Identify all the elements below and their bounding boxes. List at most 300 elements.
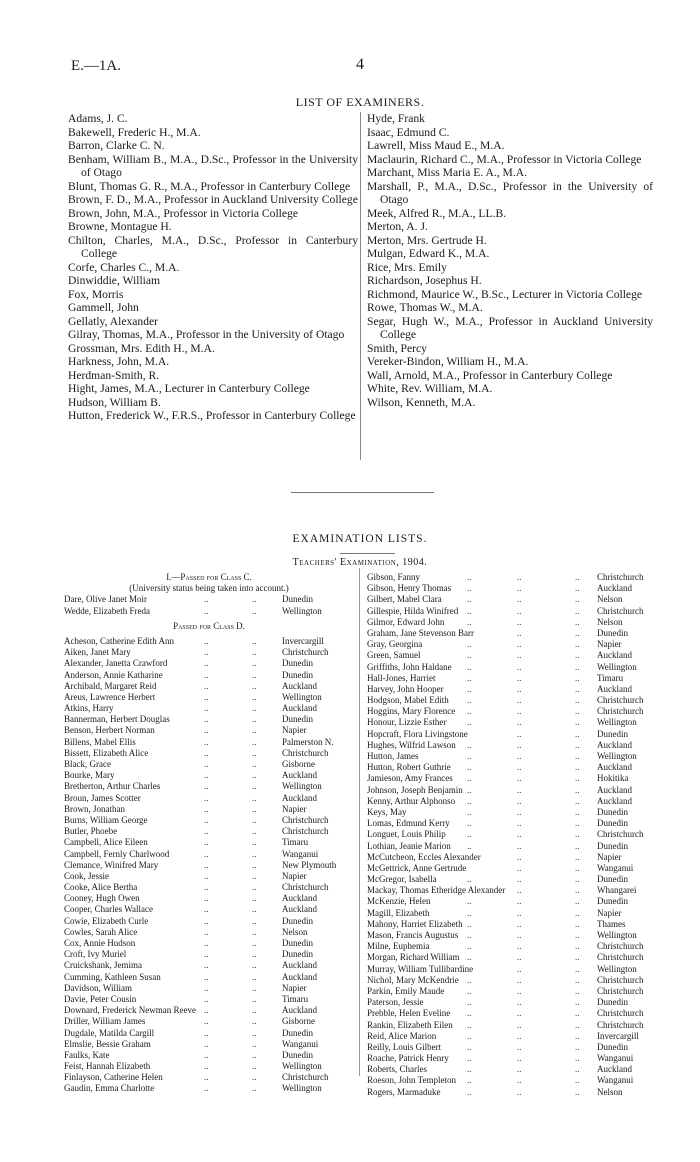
candidate-place: Auckland <box>282 893 317 904</box>
candidate-name: Cruickshank, Jemima <box>64 960 142 971</box>
leader-dots: .. <box>517 1030 522 1041</box>
candidate-name: Faulks, Kate <box>64 1049 110 1060</box>
candidate-row <box>64 983 354 994</box>
leader-dots: .. <box>575 728 580 739</box>
examiner-entry: Dinwiddie, William <box>68 274 161 287</box>
candidate-name: Cooke, Alice Bertha <box>64 882 138 893</box>
candidate-name: Lomas, Edmund Kerry <box>367 818 450 829</box>
candidate-place: Napier <box>282 725 307 736</box>
candidate-place: Auckland <box>282 960 317 971</box>
candidate-row <box>64 849 354 860</box>
leader-dots: .. <box>517 717 522 728</box>
candidate-name: Mahony, Harriet Elizabeth <box>367 918 463 929</box>
leader-dots: .. <box>517 1053 522 1064</box>
candidate-place: Nelson <box>597 594 623 605</box>
candidate-place: Dunedin <box>597 728 628 739</box>
leader-dots: .. <box>467 1008 472 1019</box>
candidate-name: Acheson, Catherine Edith Ann <box>64 635 174 646</box>
candidate-place: Napier <box>597 907 622 918</box>
leader-dots: .. <box>252 1038 257 1049</box>
leader-dots: .. <box>204 781 209 792</box>
leader-dots: .. <box>252 658 257 669</box>
candidate-name: Cooney, Hugh Owen <box>64 893 140 904</box>
candidate-name: Bretherton, Arthur Charles <box>64 781 161 792</box>
candidate-row <box>64 1050 354 1061</box>
candidate-row <box>367 729 657 740</box>
candidate-name: Lothian, Jeanie Marion <box>367 840 451 851</box>
leader-dots: .. <box>467 784 472 795</box>
leader-dots: .. <box>575 907 580 918</box>
candidate-row <box>367 1064 657 1075</box>
candidate-row <box>64 927 354 938</box>
examiner-entry: Isaac, Edmund C. <box>367 125 450 139</box>
examiner-entry: Hutton, Frederick W., F.R.S., Professor in Canterbury College <box>68 409 356 422</box>
candidate-place: Dunedin <box>282 915 313 926</box>
leader-dots: .. <box>467 818 472 829</box>
leader-dots: .. <box>517 1064 522 1075</box>
leader-dots: .. <box>467 650 472 661</box>
candidate-place: Wanganui <box>597 1075 634 1086</box>
leader-dots: .. <box>517 885 522 896</box>
examination-lists-title: EXAMINATION LISTS. <box>292 533 428 545</box>
leader-dots: .. <box>575 1041 580 1052</box>
candidate-place: Wellington <box>282 1061 322 1072</box>
candidate-name: Hutton, Robert Guthrie <box>367 762 451 773</box>
candidate-row <box>367 684 657 695</box>
candidate-place: Wanganui <box>282 848 319 859</box>
candidates-right-column <box>367 572 657 1098</box>
leader-dots: .. <box>575 683 580 694</box>
leader-dots: .. <box>575 952 580 963</box>
candidate-row <box>64 815 354 826</box>
leader-dots: .. <box>252 982 257 993</box>
candidate-name: Gillespie, Hilda Winifred <box>367 605 459 616</box>
candidate-row <box>64 860 354 871</box>
candidate-place: Dunedin <box>597 896 628 907</box>
candidate-place: Christchurch <box>282 1072 329 1083</box>
candidate-place: Timaru <box>282 837 309 848</box>
candidate-row <box>64 636 354 647</box>
examiner-entry: Richardson, Josephus H. <box>367 274 482 287</box>
examiner-entry: Corfe, Charles C., M.A. <box>68 260 180 274</box>
leader-dots: .. <box>575 874 580 885</box>
candidate-place: Christchurch <box>282 814 329 825</box>
candidate-row <box>367 1042 657 1053</box>
candidate-name: Clemance, Winifred Mary <box>64 859 159 870</box>
candidate-name: Brown, Jonathan <box>64 803 125 814</box>
candidate-row <box>367 706 657 717</box>
section-rule <box>291 492 434 493</box>
leader-dots: .. <box>252 1027 257 1038</box>
candidate-name: Gibson, Henry Thomas <box>367 583 452 594</box>
examiner-entry: Benham, William B., M.A., D.Sc., Professor in the University of Otago <box>68 152 358 179</box>
candidate-place: Dunedin <box>282 949 313 960</box>
leader-dots: .. <box>517 829 522 840</box>
leader-dots: .. <box>252 781 257 792</box>
leader-dots: .. <box>204 1016 209 1027</box>
candidate-row <box>64 606 354 617</box>
candidate-row <box>367 941 657 952</box>
leader-dots: .. <box>517 1041 522 1052</box>
candidate-place: Palmerston N. <box>282 736 334 747</box>
candidate-name: McKenzie, Helen <box>367 896 431 907</box>
leader-dots: .. <box>517 840 522 851</box>
leader-dots: .. <box>252 837 257 848</box>
candidate-row <box>367 796 657 807</box>
candidate-row <box>367 773 657 784</box>
candidate-name: Dugdale, Matilda Cargill <box>64 1027 155 1038</box>
examiner-entry: Mulgan, Edward K., M.A. <box>367 247 490 260</box>
leader-dots: .. <box>204 725 209 736</box>
candidate-place: Christchurch <box>597 985 644 996</box>
candidate-place: Wellington <box>282 781 322 792</box>
candidate-place: Auckland <box>282 770 317 781</box>
examiner-entry: Bakewell, Frederic H., M.A. <box>68 125 201 139</box>
candidate-name: Nichol, Mary McKendrie <box>367 974 459 985</box>
leader-dots: .. <box>575 572 580 582</box>
leader-dots: .. <box>517 751 522 761</box>
candidate-row <box>64 960 354 971</box>
candidate-place: Auckland <box>282 1005 317 1016</box>
leader-dots: .. <box>204 714 209 725</box>
candidate-name: Black, Grace <box>64 759 111 769</box>
candidate-row <box>64 1072 354 1083</box>
candidate-name: Hall-Jones, Harriet <box>367 672 436 683</box>
leader-dots: .. <box>575 773 580 784</box>
leader-dots: .. <box>467 896 472 907</box>
leader-dots: .. <box>467 985 472 996</box>
candidate-name: Hoggins, Mary Florence <box>367 706 456 717</box>
candidate-place: Christchurch <box>597 952 644 963</box>
leader-dots: .. <box>252 949 257 960</box>
leader-dots: .. <box>467 672 472 683</box>
candidate-place: Auckland <box>597 784 632 795</box>
candidate-row <box>367 717 657 728</box>
leader-dots: .. <box>575 650 580 661</box>
candidate-place: Christchurch <box>597 941 644 952</box>
leader-dots: .. <box>467 695 472 706</box>
candidate-name: Cox, Annie Hudson <box>64 938 136 948</box>
leader-dots: .. <box>204 1083 209 1094</box>
candidate-name: Mason, Francis Augustus <box>367 930 459 940</box>
leader-dots: .. <box>252 870 257 881</box>
leader-dots: .. <box>252 960 257 971</box>
leader-dots: .. <box>204 949 209 960</box>
candidate-place: Invercargill <box>597 1030 639 1041</box>
candidate-name: Rogers, Marmaduke <box>367 1086 441 1097</box>
leader-dots: .. <box>467 795 472 806</box>
candidate-place: Invercargill <box>282 635 324 646</box>
candidate-place: Dunedin <box>597 1041 628 1052</box>
candidate-row <box>367 997 657 1008</box>
candidate-row <box>367 572 657 583</box>
candidate-name: Burns, William George <box>64 814 148 825</box>
candidate-row <box>367 1020 657 1031</box>
leader-dots: .. <box>467 1019 472 1030</box>
leader-dots: .. <box>517 672 522 683</box>
candidate-row <box>64 725 354 736</box>
candidate-name: Cooper, Charles Wallace <box>64 904 153 915</box>
candidate-row <box>64 904 354 915</box>
leader-dots: .. <box>252 859 257 870</box>
candidate-place: Nelson <box>597 1086 623 1097</box>
leader-dots: .. <box>575 695 580 706</box>
candidate-place: Dunedin <box>597 806 628 817</box>
leader-dots: .. <box>204 826 209 837</box>
leader-dots: .. <box>575 1053 580 1064</box>
leader-dots: .. <box>204 893 209 904</box>
leader-dots: .. <box>517 974 522 985</box>
leader-dots: .. <box>467 616 472 627</box>
leader-dots: .. <box>252 1049 257 1060</box>
leader-dots: .. <box>204 1072 209 1083</box>
leader-dots: .. <box>204 915 209 926</box>
candidate-place: Nelson <box>282 926 308 937</box>
candidate-row <box>367 829 657 840</box>
leader-dots: .. <box>467 639 472 650</box>
leader-dots: .. <box>204 859 209 870</box>
candidate-row <box>64 826 354 837</box>
leader-dots: .. <box>575 795 580 806</box>
leader-dots: .. <box>575 806 580 817</box>
candidate-place: Wanganui <box>282 1038 319 1049</box>
leader-dots: .. <box>204 647 209 658</box>
candidate-name: Cook, Jessie <box>64 870 109 881</box>
candidate-place: Christchurch <box>282 826 329 837</box>
examiner-entry: Marshall, P., M.A., D.Sc., Professor in the University of Otago <box>367 179 653 206</box>
candidate-row <box>367 986 657 997</box>
candidate-name: Prebble, Helen Eveline <box>367 1008 451 1019</box>
leader-dots: .. <box>204 870 209 881</box>
candidate-place: Wellington <box>597 930 637 940</box>
candidate-name: Campbell, Fernly Charlwood <box>64 848 170 859</box>
leader-dots: .. <box>575 885 580 896</box>
leader-dots: .. <box>517 583 522 594</box>
candidate-row <box>64 893 354 904</box>
leader-dots: .. <box>467 1086 472 1097</box>
leader-dots: .. <box>575 661 580 672</box>
leader-dots: .. <box>467 1053 472 1064</box>
leader-dots: .. <box>204 848 209 859</box>
candidate-place: Napier <box>282 982 307 993</box>
leader-dots: .. <box>204 971 209 982</box>
examiner-entry: Fox, Morris <box>68 287 124 301</box>
candidate-place: Wanganui <box>597 1053 634 1064</box>
leader-dots: .. <box>467 952 472 963</box>
examiner-entry: Hudson, William B. <box>68 395 161 409</box>
leader-dots: .. <box>204 680 209 691</box>
candidate-row <box>367 908 657 919</box>
candidate-name: Croft, Ivy Muriel <box>64 949 127 960</box>
leader-dots: .. <box>204 803 209 814</box>
leader-dots: .. <box>204 605 209 616</box>
candidate-row <box>367 673 657 684</box>
candidate-place: Auckland <box>597 650 632 661</box>
examiner-entry: Vereker-Bindon, William H., M.A. <box>367 355 529 368</box>
candidate-place: Christchurch <box>597 706 644 717</box>
candidate-row <box>64 916 354 927</box>
leader-dots: .. <box>467 907 472 918</box>
candidate-place: Auckland <box>282 904 317 915</box>
candidate-place: Dunedin <box>282 1027 313 1038</box>
leader-dots: .. <box>467 762 472 773</box>
leader-dots: .. <box>517 594 522 605</box>
leader-dots: .. <box>575 1075 580 1086</box>
leader-dots: .. <box>575 997 580 1008</box>
leader-dots: .. <box>517 896 522 907</box>
candidate-name: Hutton, James <box>367 751 419 761</box>
candidate-row <box>64 1083 354 1094</box>
leader-dots: .. <box>252 736 257 747</box>
leader-dots: .. <box>575 627 580 638</box>
candidate-name: Longuet, Louis Philip <box>367 829 446 840</box>
leader-dots: .. <box>467 840 472 851</box>
leader-dots: .. <box>517 706 522 717</box>
leader-dots: .. <box>575 616 580 627</box>
candidate-row <box>367 975 657 986</box>
candidate-row <box>64 1039 354 1050</box>
leader-dots: .. <box>252 703 257 714</box>
leader-dots: .. <box>575 583 580 594</box>
leader-dots: .. <box>517 661 522 672</box>
candidate-place: Auckland <box>282 971 317 982</box>
candidate-place: Hokitika <box>597 773 629 784</box>
candidate-row <box>64 759 354 770</box>
candidate-name: Feist, Hannah Elizabeth <box>64 1061 151 1072</box>
examiner-entry: Smith, Percy <box>367 341 427 355</box>
examiner-entry: Meek, Alfred R., M.A., LL.B. <box>367 206 507 220</box>
leader-dots: .. <box>252 882 257 893</box>
examiner-entry: Gammell, John <box>68 301 139 314</box>
candidate-name: McCutcheon, Eccles Alexander <box>367 851 481 862</box>
candidate-name: Murray, William Tullibardine <box>367 963 474 974</box>
candidate-name: Graham, Jane Stevenson Barr <box>367 627 474 638</box>
candidate-place: Timaru <box>597 672 624 683</box>
candidate-place: Napier <box>597 639 622 650</box>
examiner-entry: Chilton, Charles, M.A., D.Sc., Professor in Canterbury College <box>68 233 358 260</box>
candidate-row <box>64 994 354 1005</box>
candidate-place: Napier <box>597 851 622 862</box>
leader-dots: .. <box>575 1008 580 1019</box>
examination-lists-rule <box>340 553 395 554</box>
candidate-name: Broun, James Scotter <box>64 792 141 803</box>
candidate-name: Finlayson, Catherine Helen <box>64 1072 163 1083</box>
candidate-row <box>64 1061 354 1072</box>
leader-dots: .. <box>467 773 472 784</box>
candidate-place: Christchurch <box>282 882 329 893</box>
leader-dots: .. <box>252 647 257 658</box>
leader-dots: .. <box>252 814 257 825</box>
leader-dots: .. <box>252 747 257 758</box>
page-code: E.—1A. <box>71 58 121 74</box>
candidate-name: Johnson, Joseph Benjamin <box>367 784 463 795</box>
leader-dots: .. <box>517 997 522 1008</box>
leader-dots: .. <box>575 818 580 829</box>
leader-dots: .. <box>575 751 580 761</box>
candidate-name: Wedde, Elizabeth Freda <box>64 605 150 616</box>
candidate-name: McGregor, Isabella <box>367 874 437 885</box>
leader-dots: .. <box>467 997 472 1008</box>
leader-dots: .. <box>204 1061 209 1072</box>
leader-dots: .. <box>252 714 257 725</box>
candidate-name: Cumming, Kathleen Susan <box>64 971 161 982</box>
leader-dots: .. <box>204 1038 209 1049</box>
candidate-name: Atkins, Harry <box>64 703 114 714</box>
leader-dots: .. <box>467 739 472 750</box>
leader-dots: .. <box>575 739 580 750</box>
examiner-entry: Gellatly, Alexander <box>68 314 159 328</box>
leader-dots: .. <box>252 1083 257 1094</box>
candidate-place: Auckland <box>597 583 632 594</box>
candidate-row <box>64 714 354 725</box>
leader-dots: .. <box>467 1075 472 1086</box>
leader-dots: .. <box>204 1049 209 1060</box>
candidate-row <box>367 762 657 773</box>
candidate-place: Gisborne <box>282 1016 315 1027</box>
leader-dots: .. <box>517 795 522 806</box>
leader-dots: .. <box>575 762 580 773</box>
leader-dots: .. <box>467 717 472 728</box>
candidate-name: Reilly, Louis Gilbert <box>367 1041 442 1052</box>
leader-dots: .. <box>575 974 580 985</box>
candidate-row <box>367 650 657 661</box>
leader-dots: .. <box>575 605 580 616</box>
leader-dots: .. <box>204 814 209 825</box>
candidate-row <box>64 681 354 692</box>
leader-dots: .. <box>204 658 209 669</box>
candidate-name: Gray, Georgina <box>367 639 423 650</box>
candidate-row <box>64 781 354 792</box>
candidate-name: Gibson, Fanny <box>367 572 421 582</box>
leader-dots: .. <box>575 851 580 862</box>
leader-dots: .. <box>204 926 209 937</box>
examiner-entry: Merton, A. J. <box>367 220 428 233</box>
leader-dots: .. <box>204 938 209 948</box>
candidate-place: Christchurch <box>597 1008 644 1019</box>
examiner-entry: Brown, F. D., M.A., Professor in Auckland University College <box>68 193 358 206</box>
leader-dots: .. <box>517 930 522 940</box>
candidate-place: Whangarei <box>597 885 637 896</box>
candidate-place: Dunedin <box>282 658 313 669</box>
candidate-place: Dunedin <box>282 594 313 605</box>
leader-dots: .. <box>517 773 522 784</box>
candidate-name: Gilbert, Mabel Clara <box>367 594 442 605</box>
leader-dots: .. <box>252 848 257 859</box>
candidate-name: Billens, Mabel Ellis <box>64 736 136 747</box>
leader-dots: .. <box>517 1019 522 1030</box>
candidate-name: Keys, May <box>367 806 407 817</box>
leader-dots: .. <box>252 926 257 937</box>
candidate-row <box>367 617 657 628</box>
leader-dots: .. <box>204 669 209 680</box>
candidate-row <box>367 606 657 617</box>
leader-dots: .. <box>517 1075 522 1086</box>
examiners-title: LIST OF EXAMINERS. <box>295 95 425 109</box>
leader-dots: .. <box>517 818 522 829</box>
candidate-name: Davidson, William <box>64 982 132 993</box>
candidate-name: Roberts, Charles <box>367 1064 427 1075</box>
leader-dots: .. <box>252 770 257 781</box>
leader-dots: .. <box>467 1064 472 1075</box>
candidate-row <box>64 692 354 703</box>
leader-dots: .. <box>517 728 522 739</box>
leader-dots: .. <box>252 993 257 1004</box>
candidate-row <box>367 583 657 594</box>
candidate-name: Rankin, Elizabeth Eilen <box>367 1019 453 1030</box>
leader-dots: .. <box>252 1072 257 1083</box>
candidate-place: Dunedin <box>282 669 313 680</box>
candidate-row <box>367 695 657 706</box>
